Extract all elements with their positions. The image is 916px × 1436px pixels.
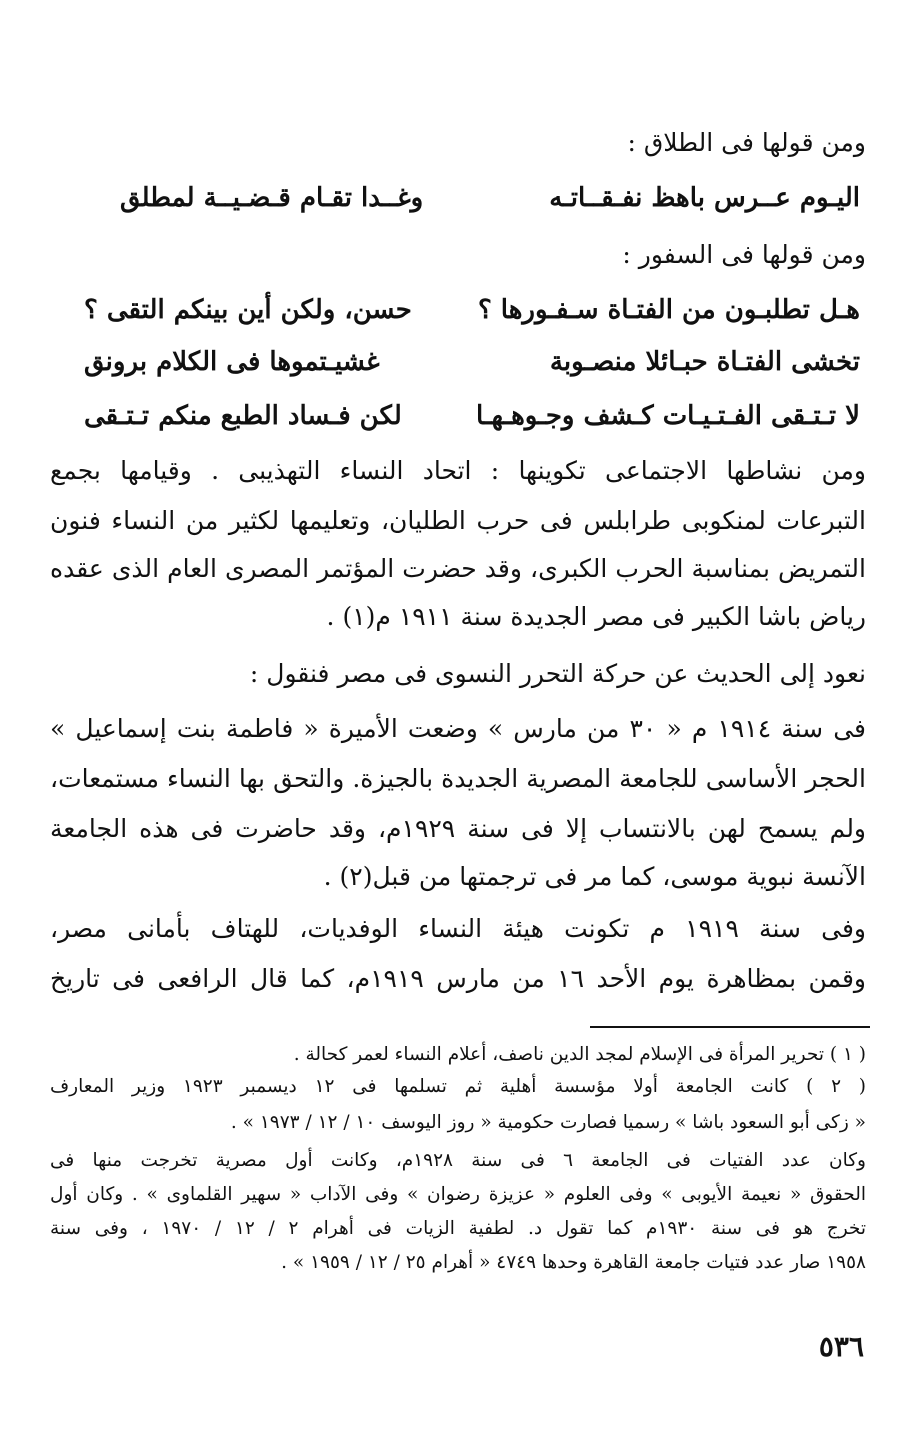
footnote-2: ١٩٥٨ صار عدد فتيات جامعة القاهرة وحدها ٤٧٤٩ « أهرام ٢٥ / ١٢ / ١٩٥٩ » . [281,1252,866,1273]
paragraph-line: رياض باشا الكبير فى مصر الجديدة سنة ١٩١١ م(١) . [326,602,866,631]
paragraph-line: الآنسة نبوية موسى، كما مر فى ترجمتها من قبل(٢) . [323,862,866,891]
intro-divorce: ومن قولها فى الطلاق : [627,128,866,157]
footnote-2: الحقوق « نعيمة الأيوبى » وفى العلوم « عزيزة رضوان » وفى الآداب « سهير القلماوى » . وكان أول [50,1184,866,1205]
paragraph-line: فى سنة ١٩١٤ م « ٣٠ من مارس » وضعت الأميرة « فاطمة بنت إسماعيل » [50,714,867,743]
verse-2-first: هـل تطلبـون من الفتـاة سـفـورها ؟ [477,295,860,325]
verse-1-second: وغــدا تقـام قـضـيــة لمطلق [120,183,424,213]
verse-3-first: تخشى الفتـاة حبـائلا منصـوبة [549,347,860,377]
footnote-1: ( ١ ) تحرير المرأة فى الإسلام لمجد الدين ناصف، أعلام النساء لعمر كحالة . [293,1044,866,1065]
footnote-2: ( ٢ ) كانت الجامعة أولا مؤسسة أهلية ثم تسلمها فى ١٢ ديسمبر ١٩٢٣ وزير المعارف [50,1076,866,1097]
footnote-2: تخرج هو فى سنة ١٩٣٠م كما تقول د. لطفية الزيات فى أهرام ٢ / ١٢ / ١٩٧٠ ، وفى سنة [50,1218,867,1239]
paragraph-line: الحجر الأساسى للجامعة المصرية الجديدة بالجيزة. والتحق بها النساء مستمعات، [50,764,866,793]
paragraph-line: وفى سنة ١٩١٩ م تكونت هيئة النساء الوفديات، للهتاف بأمانى مصر، [50,914,867,943]
footnote-2: وكان عدد الفتيات فى الجامعة ٦ فى سنة ١٩٢٨م، وكانت أول مصرية تخرجت منها فى [50,1150,866,1171]
verse-1-first: اليـوم عــرس باهظ نفـقــاتـه [549,183,860,213]
paragraph-line: ولم يسمح لهن بالانتساب إلا فى سنة ١٩٢٩م، وقد حاضرت فى هذه الجامعة [50,814,867,843]
paragraph-line: وقمن بمظاهرة يوم الأحد ١٦ من مارس ١٩١٩م، كما قال الرافعى فى تاريخ [50,964,866,993]
paragraph-line: التمريض بمناسبة الحرب الكبرى، وقد حضرت المؤتمر المصرى العام الذى عقده [50,554,866,583]
paragraph-line: التبرعات لمنكوبى طرابلس فى حرب الطليان، وتعليمها لكثير من النساء فنون [50,506,866,535]
verse-4-first: لا تـتـقى الفـتـيـات كـشف وجـوهـهـا [475,401,860,431]
paragraph-line: نعود إلى الحديث عن حركة التحرر النسوى فى مصر فنقول : [249,659,866,688]
verse-2-second: حسن، ولكن أين بينكم التقى ؟ [84,295,412,325]
footnote-separator [590,1026,870,1028]
verse-3-second: غشيـتموها فى الكلام برونق [84,347,380,377]
footnote-2: « زكى أبو السعود باشا » رسميا فصارت حكومية « روز اليوسف ١٠ / ١٢ / ١٩٧٣ » . [230,1112,866,1133]
paragraph-line: ومن نشاطها الاجتماعى تكوينها : اتحاد النساء التهذيبى . وقيامها بجمع [50,456,866,485]
page-number: ٥٣٦ [818,1330,864,1363]
verse-4-second: لكن فـساد الطبع منكم تـتـقى [84,401,402,431]
intro-unveiling: ومن قولها فى السفور : [622,240,866,269]
